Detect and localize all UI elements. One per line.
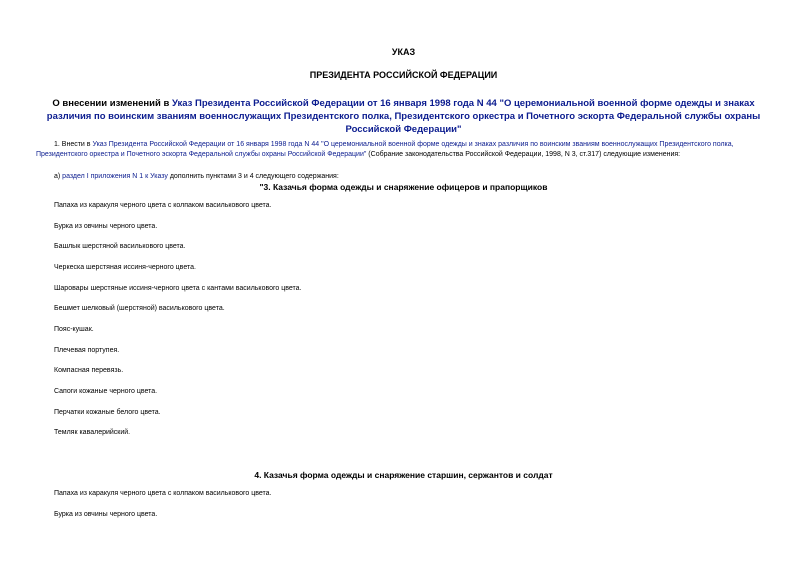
paragraph-a-section-link[interactable]: раздел I приложения N 1 к Указу [62, 173, 168, 180]
title-decree-link[interactable]: Указ Президента Российской Федерации от 16 января 1998 года N 44 "О церемониальной военной форме одежды и знаках различия по воинским званиям военнослужащих Президентского полка, Президентского оркестра и Почетного эскорта Федеральной службы охраны Российской Федерации" [46, 98, 761, 135]
section-3-heading: "3. Казачья форма одежды и снаряжение офицеров и прапорщиков [259, 182, 548, 192]
list-item: Папаха из каракуля черного цвета с колпаком василькового цвета. [54, 202, 272, 209]
paragraph-a-prefix: а) [54, 173, 63, 180]
paragraph-a [54, 172, 339, 182]
list-item: Темляк кавалерийский. [54, 429, 131, 436]
list-item: Бурка из овчины черного цвета. [54, 511, 158, 518]
paragraph-1 [36, 140, 774, 160]
list-item: Компасная перевязь. [54, 367, 124, 374]
list-item: Бешмет шелковый (шерстяной) василькового цвета. [54, 305, 225, 312]
list-item: Бурка из овчины черного цвета. [54, 223, 158, 230]
document-header-decree: УКАЗ [391, 47, 416, 57]
list-item: Папаха из каракуля черного цвета с колпаком василькового цвета. [54, 490, 272, 497]
paragraph-1-decree-link[interactable]: Указ Президента Российской Федерации от 16 января 1998 года N 44 "О церемониальной военной форме одежды и знаках различия по воинским званиям военнослужащих Президентского полка, Президентского оркестра и Почетного эскорта Федеральной службы охраны Российской Федерации" [36, 141, 734, 158]
section-4-heading: 4. Казачья форма одежды и снаряжение старшин, сержантов и солдат [254, 470, 553, 480]
paragraph-a-suffix: дополнить пунктами 3 и 4 следующего содержания: [167, 173, 339, 180]
title-prefix: О внесении изменений в [52, 98, 172, 109]
list-item: Башлык шерстяной василькового цвета. [54, 243, 186, 250]
list-item: Сапоги кожаные черного цвета. [54, 388, 158, 395]
list-item: Шаровары шерстяные иссиня-черного цвета с кантами василькового цвета. [54, 285, 302, 292]
list-item: Пояс-кушак. [54, 326, 94, 333]
paragraph-1-suffix: (Собрание законодательства Российской Федерации, 1998, N 3, ст.317) следующие изменения: [366, 151, 681, 158]
document-header-president: ПРЕЗИДЕНТА РОССИЙСКОЙ ФЕДЕРАЦИИ [309, 70, 498, 80]
document-title [30, 97, 777, 136]
list-item: Черкеска шерстяная иссиня-черного цвета. [54, 264, 196, 271]
paragraph-1-prefix: 1. Внести в [54, 141, 93, 148]
list-item: Плечевая портупея. [54, 347, 120, 354]
list-item: Перчатки кожаные белого цвета. [54, 409, 161, 416]
